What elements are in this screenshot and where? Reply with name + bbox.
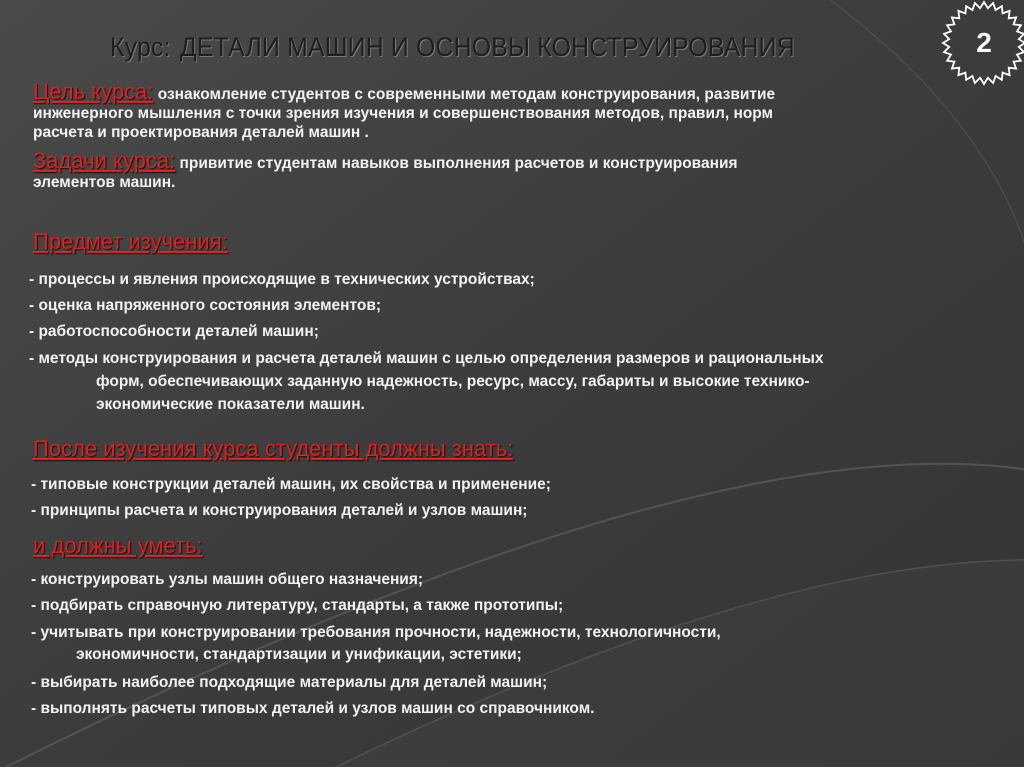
subject-heading: Предмет изучения: (33, 229, 228, 254)
subject-item-4-line-2: форм, обеспечивающих заданную надежность, ресурс, массу, габариты и высокие технико- (96, 373, 810, 390)
able-item-5: - выполнять расчеты типовых деталей и узлов машин со справочником. (31, 700, 595, 717)
able-item-1: - конструировать узлы машин общего назначения; (31, 571, 424, 588)
goal-text-3: расчета и проектирования деталей машин . (33, 124, 369, 141)
goal-heading: Цель курса: (33, 79, 154, 104)
goal-text-2: инженерного мышления с точки зрения изучения и совершенствования методов, правил, норм (33, 105, 774, 122)
know-item-1: - типовые конструкции деталей машин, их свойства и применение; (31, 476, 551, 493)
goal-line-1 (33, 79, 993, 104)
subject-item-4-line-1: - методы конструирования и расчета деталей машин с целью определения размеров и рациональных (29, 350, 824, 367)
subject-item-1: - процессы и явления происходящие в технических устройствах; (29, 271, 535, 288)
know-heading: После изучения курса студенты должны знать: (33, 436, 514, 461)
tasks-block (33, 148, 993, 192)
able-item-4: - выбирать наиболее подходящие материалы для деталей машин; (31, 674, 548, 691)
subject-heading-row (33, 229, 993, 254)
subject-item-2: - оценка напряженного состояния элементов; (29, 297, 382, 314)
able-heading: и должны уметь: (33, 533, 203, 558)
title-main: ДЕТАЛИ МАШИН И ОСНОВЫ КОНСТРУИРОВАНИЯ (179, 32, 795, 62)
able-heading-row (33, 533, 993, 558)
tasks-line-1 (33, 148, 993, 173)
know-item-2: - принципы расчета и конструирования деталей и узлов машин; (31, 502, 528, 519)
goal-block (33, 79, 993, 142)
subject-item-3: - работоспособности деталей машин; (29, 323, 319, 340)
know-heading-row (33, 436, 993, 461)
tasks-text-1: привитие студентам навыков выполнения расчетов и конструирования (175, 155, 738, 172)
able-item-3-line-2: экономичности, стандартизации и унификации, эстетики; (76, 646, 522, 663)
able-item-2: - подбирать справочную литературу, стандарты, а также прототипы; (31, 597, 564, 614)
tasks-text-2: элементов машин. (33, 174, 176, 191)
page-number: 2 (976, 27, 992, 58)
able-item-3-line-1: - учитывать при конструировании требования прочности, надежности, технологичности, (31, 624, 721, 641)
page-title (110, 32, 795, 63)
page-number-badge (941, 0, 1024, 86)
title-prefix: Курс: (110, 32, 171, 62)
goal-text-1: ознакомление студентов с современными методам конструирования, развитие (153, 86, 776, 103)
tasks-heading: Задачи курса: (33, 148, 176, 173)
subject-item-4-line-3: экономические показатели машин. (96, 396, 365, 413)
